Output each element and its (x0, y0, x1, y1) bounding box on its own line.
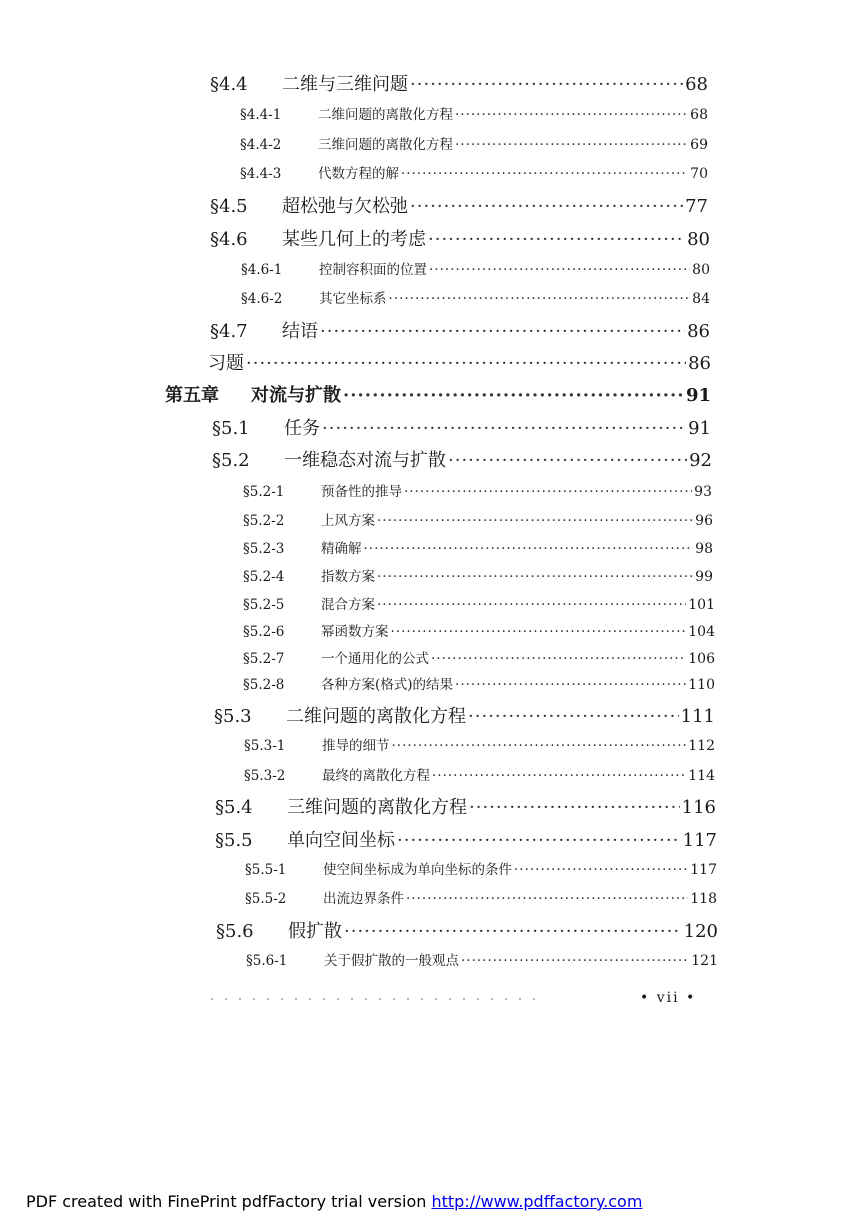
dot-leader (455, 137, 688, 153)
toc-entry (214, 702, 715, 728)
toc-entry-title: 二维与三维问题 (282, 74, 408, 95)
toc-entry-number: §4.4-1 (240, 107, 282, 123)
toc-entry-page: 77 (685, 196, 708, 217)
toc-entry-title: 关于假扩散的一般观点 (324, 953, 459, 969)
toc-entry-page: 120 (683, 921, 718, 942)
dot-leader (377, 569, 693, 585)
toc-entry-page: 68 (685, 74, 708, 95)
dot-leader (377, 597, 686, 613)
toc-entry-number: §4.6-2 (241, 291, 283, 307)
toc-entry (210, 70, 708, 96)
toc-entry-page: 86 (687, 321, 710, 342)
dot-leader (364, 541, 694, 557)
toc-entry-number: §4.6-1 (241, 262, 283, 278)
toc-entry-page: 114 (688, 768, 715, 784)
toc-entry-number: §5.2 (212, 450, 250, 471)
toc-entry (243, 509, 713, 529)
dot-leader (468, 706, 679, 727)
toc-entry-title: 一维稳态对流与扩散 (284, 450, 446, 471)
pdf-factory-banner (26, 1192, 642, 1211)
toc-entry-page: 70 (690, 166, 708, 182)
toc-entry-number: §5.6 (216, 921, 254, 942)
toc-entry-page: 98 (695, 541, 713, 557)
dot-leader (431, 651, 686, 667)
toc-entry-title: 使空间坐标成为单向坐标的条件 (323, 862, 512, 878)
dot-leader (397, 830, 681, 851)
dot-leader (404, 484, 692, 500)
toc-entry-title: 习题 (208, 353, 244, 374)
toc-entry-number: §5.1 (212, 418, 250, 439)
toc-entry-page: 104 (688, 624, 715, 640)
toc-entry-number: §4.4-2 (240, 137, 282, 153)
toc-entry-page: 116 (681, 797, 716, 818)
toc-entry (210, 317, 710, 343)
toc-entry-title: 单向空间坐标 (287, 830, 395, 851)
toc-entry (243, 537, 713, 557)
toc-entry-title: 超松弛与欠松弛 (282, 196, 408, 217)
toc-entry-title: 一个通用化的公式 (321, 651, 429, 667)
toc-entry-title: 混合方案 (321, 597, 375, 613)
toc-entry-page: 121 (691, 953, 718, 969)
dot-leader (461, 953, 689, 969)
toc-entry-title: 三维问题的离散化方程 (287, 797, 467, 818)
toc-entry-title: 最终的离散化方程 (322, 768, 430, 784)
toc-entry-number: §4.6 (210, 229, 248, 250)
toc-entry-title: 推导的细节 (322, 738, 390, 754)
toc-entry (215, 793, 716, 819)
dot-leader (469, 797, 680, 818)
toc-entry-title: 结语 (282, 321, 318, 342)
dot-leader (246, 353, 686, 374)
toc-entry-number: §5.2-3 (243, 541, 285, 557)
dot-leader (391, 624, 687, 640)
toc-entry (243, 480, 712, 500)
toc-entry-page: 112 (688, 738, 715, 754)
toc-entry-title: 出流边界条件 (323, 891, 404, 907)
toc-entry-page: 96 (695, 513, 713, 529)
toc-entry-page: 101 (688, 597, 715, 613)
toc-entry-page: 69 (690, 137, 708, 153)
pdffactory-link[interactable]: http://www.pdffactory.com (431, 1192, 643, 1211)
toc-entry-number: §5.2-8 (243, 677, 285, 693)
toc-entry (212, 414, 711, 440)
toc-entry (240, 103, 708, 123)
toc-entry (216, 917, 718, 943)
toc-entry (245, 887, 717, 907)
toc-entry-number: §5.3 (214, 706, 252, 727)
toc-entry-number: §4.5 (210, 196, 248, 217)
toc-entry-title: 幂函数方案 (321, 624, 389, 640)
toc-entry-page: 117 (690, 862, 717, 878)
toc-entry-title: 各种方案(格式)的结果 (321, 677, 454, 693)
toc-entry-page: 91 (685, 385, 711, 406)
toc-entry (243, 673, 715, 693)
dot-leader (428, 229, 685, 250)
toc-entry-title: 二维问题的离散化方程 (318, 107, 453, 123)
toc-entry (241, 287, 710, 307)
dot-leader (406, 891, 688, 907)
toc-entry-page: 118 (690, 891, 717, 907)
toc-entry (243, 565, 713, 585)
toc-entry (210, 225, 710, 251)
toc-entry-title: 任务 (284, 418, 320, 439)
banner-text: PDF created with FinePrint pdfFactory trial version (26, 1192, 432, 1211)
toc-entry-page: 92 (689, 450, 712, 471)
dot-leader (410, 196, 683, 217)
dot-leader (344, 921, 682, 942)
toc-entry-number: §5.2-6 (243, 624, 285, 640)
toc-entry-page: 106 (688, 651, 715, 667)
toc-entry-number: §4.7 (210, 321, 248, 342)
toc-entry-number: §4.4-3 (240, 166, 282, 182)
toc-entry-page: 99 (695, 569, 713, 585)
toc-entry (244, 734, 715, 754)
toc-chapter-entry (165, 381, 711, 407)
dot-leader (514, 862, 688, 878)
toc-entry-page: 86 (688, 353, 711, 374)
toc-entry-number: §5.3-1 (244, 738, 286, 754)
toc-entry-number: §5.4 (215, 797, 253, 818)
toc-entry-title: 指数方案 (321, 569, 375, 585)
dot-leader (320, 321, 685, 342)
toc-entry-title: 二维问题的离散化方程 (286, 706, 466, 727)
toc-entry-number: §5.2-7 (243, 651, 285, 667)
toc-entry-title: 控制容积面的位置 (319, 262, 427, 278)
dot-leader (410, 74, 683, 95)
dot-leader (322, 418, 686, 439)
toc-entry (243, 647, 715, 667)
dot-leader (343, 385, 684, 406)
dot-leader (455, 677, 686, 693)
toc-entry-page: 91 (688, 418, 711, 439)
dot-leader (401, 166, 688, 182)
toc-entry-title: 对流与扩散 (251, 385, 341, 406)
toc-entry-number: §5.5-2 (245, 891, 287, 907)
toc-entry-page: 80 (692, 262, 710, 278)
toc-entry (245, 858, 717, 878)
toc-entry (243, 620, 715, 640)
dot-leader (429, 262, 690, 278)
toc-entry (243, 593, 715, 613)
scan-noise (205, 996, 545, 1002)
toc-entry-title: 预备性的推导 (321, 484, 402, 500)
toc-entry-page: 68 (690, 107, 708, 123)
toc-entry (244, 764, 715, 784)
toc-entry-number: §5.2-1 (243, 484, 285, 500)
dot-leader (377, 513, 693, 529)
toc-entry (240, 133, 708, 153)
toc-entry-title: 代数方程的解 (318, 166, 399, 182)
toc-entry (215, 826, 717, 852)
page-number: • vii • (640, 990, 697, 1006)
toc-entry (208, 349, 711, 375)
toc-entry-page: 117 (682, 830, 717, 851)
toc-entry-number: §5.2-4 (243, 569, 285, 585)
toc-entry (212, 446, 712, 472)
toc-entry-number: §5.5 (215, 830, 253, 851)
toc-entry-title: 三维问题的离散化方程 (318, 137, 453, 153)
toc-entry-title: 精确解 (321, 541, 362, 557)
toc-entry-number: 第五章 (165, 385, 219, 406)
toc-entry (240, 162, 708, 182)
toc-entry-page: 80 (687, 229, 710, 250)
dot-leader (455, 107, 688, 123)
dot-leader (448, 450, 687, 471)
toc-entry-number: §5.6-1 (246, 953, 288, 969)
toc-entry-number: §5.2-2 (243, 513, 285, 529)
dot-leader (392, 738, 687, 754)
toc-entry (246, 949, 718, 969)
toc-entry (241, 258, 710, 278)
toc-entry-number: §5.3-2 (244, 768, 286, 784)
toc-entry-number: §4.4 (210, 74, 248, 95)
toc-entry (210, 192, 708, 218)
toc-entry-title: 假扩散 (288, 921, 342, 942)
dot-leader (432, 768, 686, 784)
toc-entry-page: 93 (694, 484, 712, 500)
toc-entry-number: §5.5-1 (245, 862, 287, 878)
toc-entry-title: 某些几何上的考虑 (282, 229, 426, 250)
toc-entry-title: 上风方案 (321, 513, 375, 529)
toc-entry-page: 110 (688, 677, 715, 693)
toc-entry-page: 111 (680, 706, 715, 727)
toc-entry-number: §5.2-5 (243, 597, 285, 613)
toc-entry-title: 其它坐标系 (319, 291, 387, 307)
dot-leader (389, 291, 691, 307)
toc-entry-page: 84 (692, 291, 710, 307)
